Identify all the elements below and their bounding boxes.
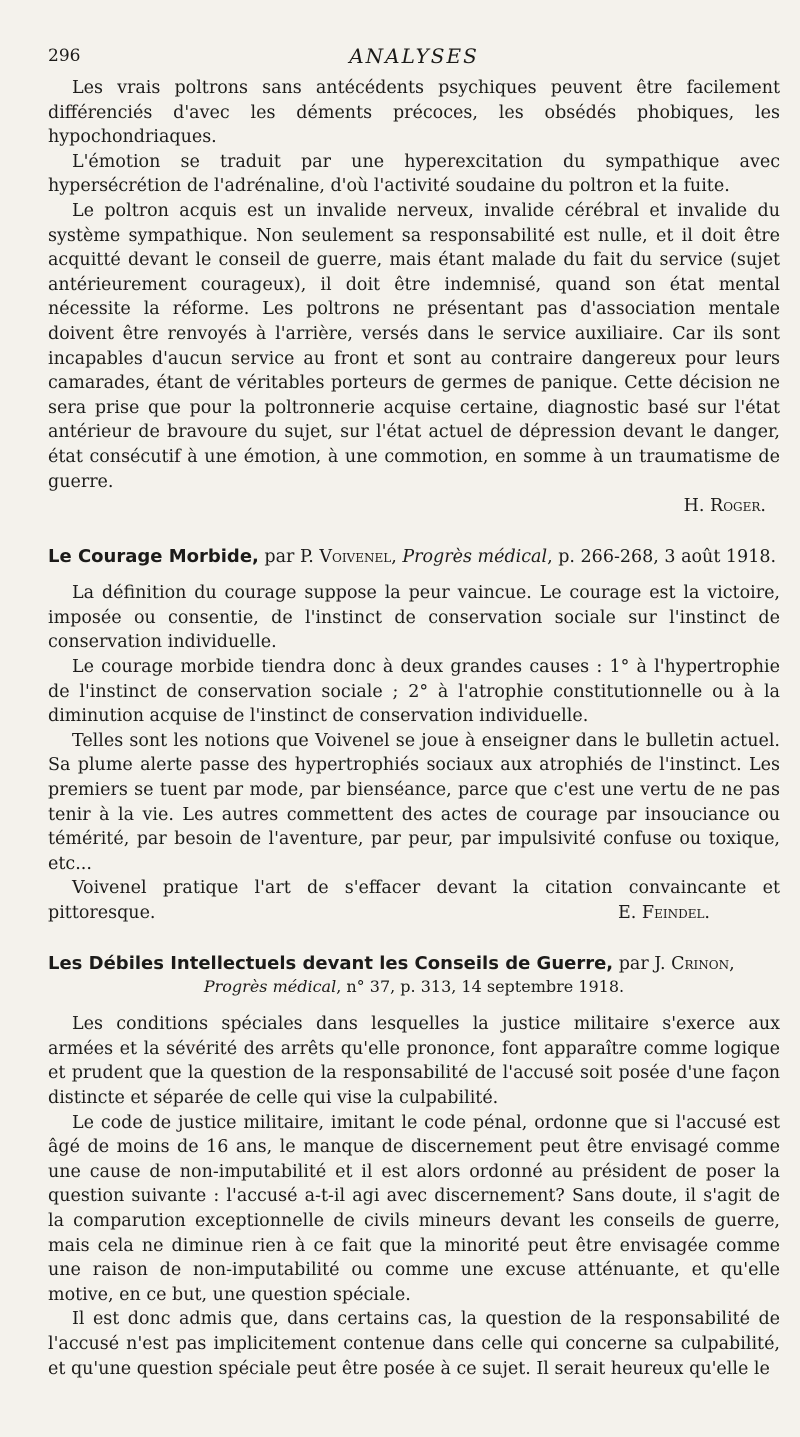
review-poltrons [48,76,780,519]
review-by: par J. [613,953,672,974]
review-heading: Le Courage Morbide, par P. Voivenel, Progrès médical, p. 266-268, 3 août 1918. [48,545,777,567]
review-ref: , n° 37, p. 313, 14 septembre 1918. [336,977,625,997]
review-author: Crinon, [671,953,735,974]
review-journal: Progrès médical [402,546,548,567]
review-title: Les Débiles Intellectuels devant les Conseils de Guerre, [48,952,614,974]
paragraph: La définition du courage suppose la peur vaincue. Le courage est la victoire, imposée ou consentie, de l'instinct de conservation sociale sur l'instinct de conservation individuelle. [48,583,780,653]
paragraph: Les vrais poltrons sans antécédents psychiques peuvent être facilement différenciés d'avec les déments précoces, les obsédés phobiques, les hypochondriaques. [48,78,780,148]
review-citation [48,976,780,998]
paragraph: L'émotion se traduit par une hyperexcitation du sympathique avec hypersécrétion de l'adrénaline, d'où l'activité soudaine du poltron et la fuite. [48,151,780,197]
paragraph: Il est donc admis que, dans certains cas, la question de la responsabilité de l'accusé n'est pas implicitement contenue dans celle qui concerne sa culpabilité, et qu'une question spéciale peut être posée à ce sujet. Il serait heureux qu'elle le [48,1309,780,1379]
signature: E. Feindel. [618,903,710,923]
page-number: 296 [48,46,81,66]
signature: H. Roger. [683,496,766,517]
review-heading [48,952,780,977]
paragraph: Le courage morbide tiendra donc à deux grandes causes : 1° à l'hypertrophie de l'instinct de conservation sociale ; 2° à l'atrophie constitutionnelle ou à la diminution acquise de l'instinct de conservation individuelle. [48,657,780,727]
paragraph: Le poltron acquis est un invalide nerveux, invalide cérébral et invalide du système sympathique. Non seulement sa responsabilité est nulle, et il doit être acquitté devant le conseil de guerre, mais étant malade du fait du service (sujet antérieurement courageux), il doit être indemnisé, quand son état mental nécessite la réforme. Les poltrons ne présentant pas d'association mentale doivent être renvoyés à l'arrière, versés dans le service auxiliaire. Car ils sont incapables d'aucun service au front et sont au contraire dangereux pour leurs camarades, étant de véritables porteurs de germes de panique. Cette décision ne sera prise que pour la poltronnerie acquise certaine, diagnostic basé sur l'état antérieur de bravoure du sujet, sur l'état actuel de dépression devant le danger, état consécutif à une émotion, à une commotion, en somme à un traumatisme de guerre. [48,200,780,492]
paragraph: Telles sont les notions que Voivenel se joue à enseigner dans le bulletin actuel. Sa plume alerte passe des hypertrophiés sociaux aux atrophiés de l'instinct. Les premiers se tuent par mode, par bienséance, parce que c'est une vertu de ne pas tenir à la vie. Les autres commettent des actes de courage par insouciance ou témérité, par besoin de l'aventure, par peur, par impulsivité confuse ou toxique, etc... [48,730,780,874]
page [48,40,780,1381]
review-ref: , p. 266-268, 3 août 1918. [547,546,777,567]
review-by: par P. [258,546,320,567]
review-debiles [48,952,780,1382]
review-journal: Progrès médical [203,977,337,997]
paragraph: Voivenel pratique l'art de s'effacer devant la citation convaincante et pittoresque. [48,878,780,923]
paragraph: Le code de justice militaire, imitant le code pénal, ordonne que si l'accusé est âgé de moins de 16 ans, le manque de discernement peut être envisagé comme une cause de non-imputabilité et il est alors ordonné au président de poser la question suivante : l'accusé a-t-il agi avec discernement? Sans doute, il s'agit de la comparution exceptionnelle de civils mineurs devant les conseils de guerre, mais cela ne diminue rien à ce fait que la minorité peut être envisagée comme une raison de non-imputabilité ou comme une excuse atténuante, et qu'elle motive, en ce but, une question spéciale. [48,1112,780,1305]
review-title: Le Courage Morbide, [48,545,259,567]
page-header [48,40,780,76]
review-author: Voivenel [319,546,392,567]
running-title: ANALYSES [349,44,479,68]
review-courage-morbide [48,545,780,926]
paragraph: Les conditions spéciales dans lesquelles la justice militaire s'exerce aux armées et la sévérité des arrêts qu'elle prononce, font apparaître comme logique et prudent que la question de la responsabilité de l'accusé soit posée d'une façon distincte et séparée de celle qui vise la culpabilité. [48,1014,780,1108]
